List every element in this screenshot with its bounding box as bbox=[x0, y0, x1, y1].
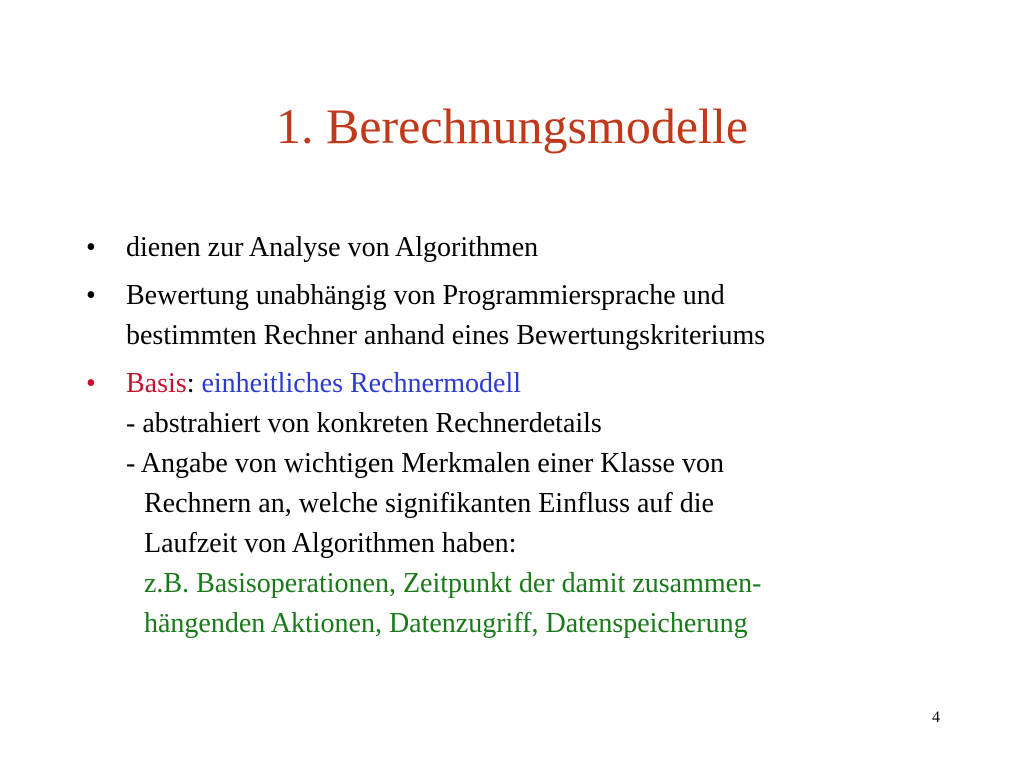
bullet-text: dienen zur Analyse von Algorithmen bbox=[126, 232, 539, 263]
bullet-list bbox=[86, 228, 966, 652]
sub-line-2: - Angabe von wichtigen Merkmalen einer Klasse von bbox=[126, 448, 724, 479]
basis-heading-line bbox=[126, 364, 966, 404]
sub-line-1: - abstrahiert von konkreten Rechnerdetails bbox=[126, 408, 602, 439]
example-line-1: z.B. Basisoperationen, Zeitpunkt der damit zusammen- bbox=[144, 568, 762, 599]
sub-line-3: Rechnern an, welche signifikanten Einfluss auf die bbox=[144, 488, 714, 519]
sub-line-4: Laufzeit von Algorithmen haben: bbox=[144, 528, 517, 559]
bullet-text-line-1: Bewertung unabhängig von Programmiersprache und bbox=[126, 280, 725, 311]
example-line-2: hängenden Aktionen, Datenzugriff, Datenspeicherung bbox=[144, 608, 748, 639]
bullet-item-3 bbox=[86, 364, 966, 644]
basis-separator: : bbox=[186, 368, 195, 399]
bullet-item-2 bbox=[86, 276, 966, 356]
basis-label: Basis bbox=[126, 368, 187, 399]
basis-highlight: einheitliches Rechnermodell bbox=[201, 368, 522, 399]
bullet-text-line-2: bestimmten Rechner anhand eines Bewertungskriteriums bbox=[126, 320, 766, 351]
bullet-item-1 bbox=[86, 228, 966, 268]
bullet-marker: • bbox=[86, 280, 96, 311]
page-number: 4 bbox=[932, 709, 940, 726]
bullet-marker: • bbox=[86, 232, 96, 263]
bullet-marker: • bbox=[86, 368, 96, 399]
slide-title: 1. Berechnungsmodelle bbox=[275, 98, 749, 154]
